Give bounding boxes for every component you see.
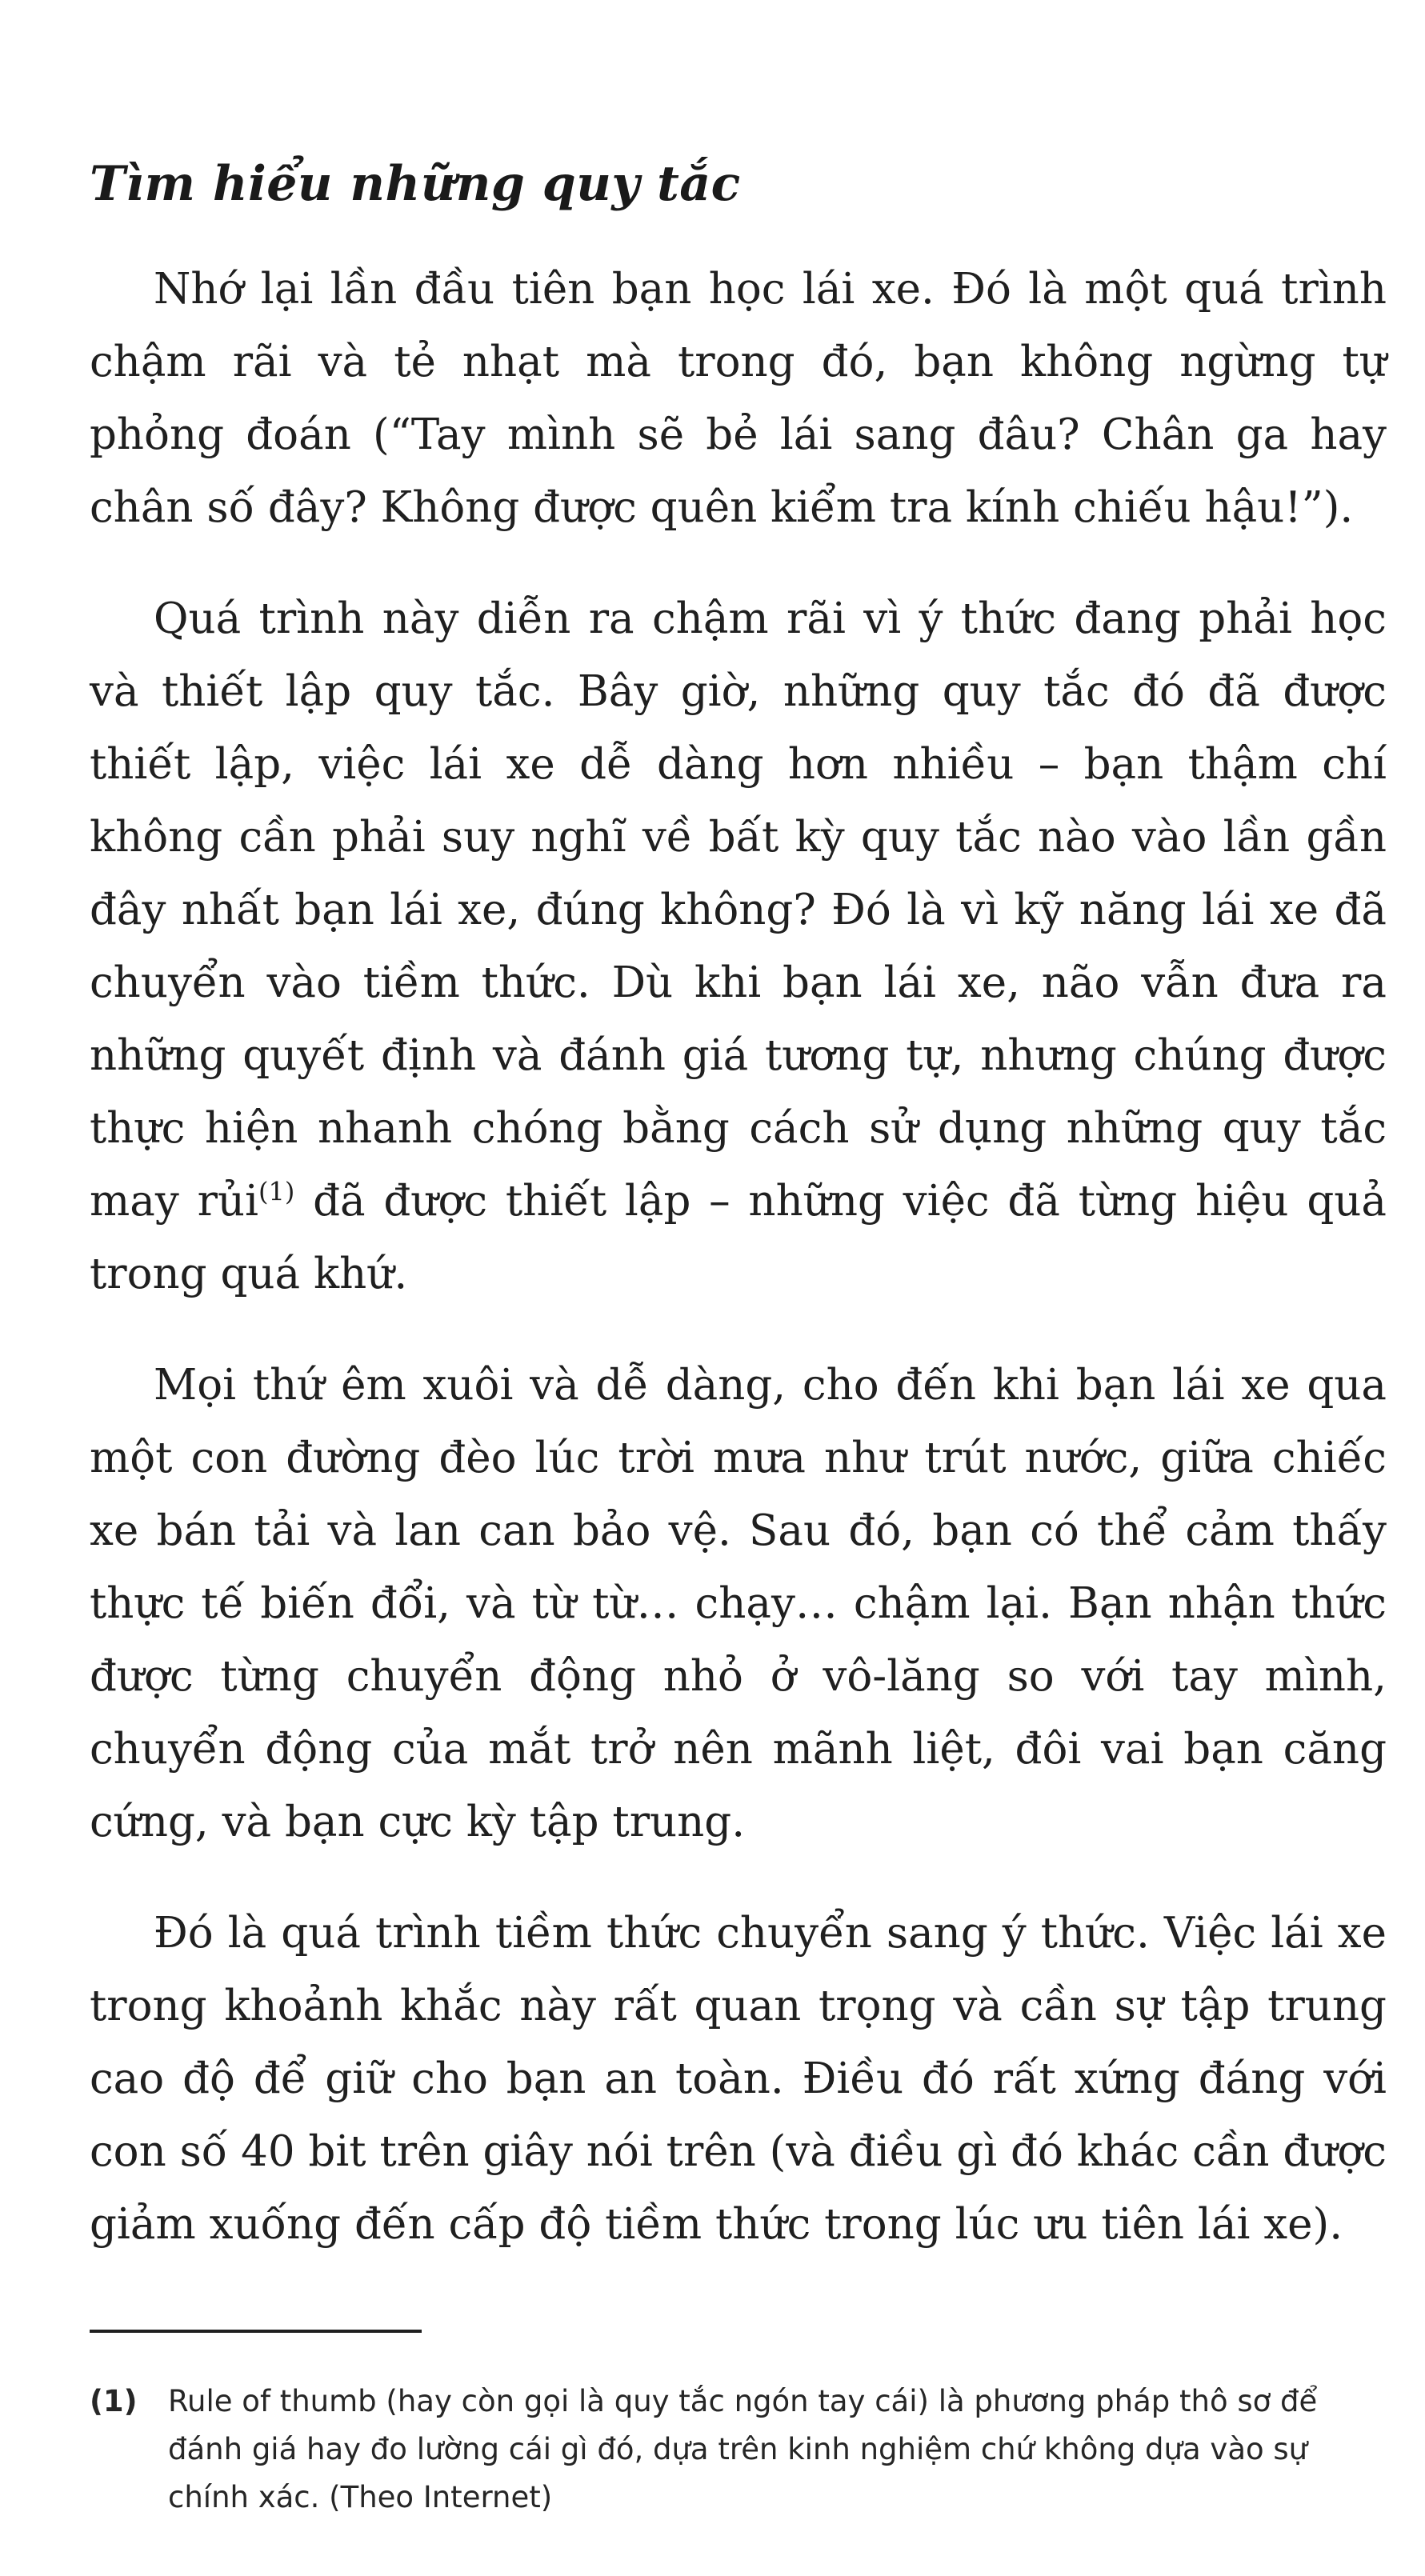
paragraph-4: Đó là quá trình tiềm thức chuyển sang ý thức. Việc lái xe trong khoảnh khắc này rất quan trọng và cần sự tập trung cao độ để giữ cho bạn an toàn. Điều đó rất xứng đáng với con số 40 bit trên giây nói trên (và điều gì đó khác cần được giảm xuống đến cấp độ tiềm thức trong lúc ưu tiên lái xe). [90, 1909, 1387, 2249]
paragraph-3: Mọi thứ êm xuôi và dễ dàng, cho đến khi bạn lái xe qua một con đường đèo lúc trời mưa như trút nước, giữa chiếc xe bán tải và lan can bảo vệ. Sau đó, bạn có thể cảm thấy thực tế biến đổi, và từ từ… chạy… chậm lại. Bạn nhận thức được từng chuyển động nhỏ ở vô-lăng so với tay mình, chuyển động của mắt trở nên mãnh liệt, đôi vai bạn căng cứng, và bạn cực kỳ tập trung. [90, 1361, 1387, 1846]
footnote-text: Rule of thumb (hay còn gọi là quy tắc ngón tay cái) là phương pháp thô sơ để đánh giá hay đo lường cái gì đó, dựa trên kinh nghiệm chứ không dựa vào sự chính xác. (Theo Internet) [168, 2384, 1318, 2514]
paragraph-2-text-before: Quá trình này diễn ra chậm rãi vì ý thức đang phải học và thiết lập quy tắc. Bây giờ, những quy tắc đó đã được thiết lập, việc lái xe dễ dàng hơn nhiều – bạn thậm chí không cần phải suy nghĩ về bất kỳ quy tắc nào vào lần gần đây nhất bạn lái xe, đúng không? Đó là vì kỹ năng lái xe đã chuyển vào tiềm thức. Dù khi bạn lái xe, não vẫn đưa ra những quyết định và đánh giá tương tự, nhưng chúng được thực hiện nhanh chóng bằng cách sử dụng những quy tắc may rủi [90, 594, 1387, 1226]
footnote-marker: (1) [90, 2384, 138, 2418]
section-heading: Tìm hiểu những quy tắc [90, 156, 741, 212]
paragraph-2-text-after: đã được thiết lập – những việc đã từng hiệu quả trong quá khứ. [90, 1177, 1387, 1298]
footnote-reference: (1) [258, 1176, 295, 1207]
paragraph-1: Nhớ lại lần đầu tiên bạn học lái xe. Đó là một quá trình chậm rãi và tẻ nhạt mà trong đó, bạn không ngừng tự phỏng đoán (“Tay mình sẽ bẻ lái sang đâu? Chân ga hay chân số đây? Không được quên kiểm tra kính chiếu hậu!”). [90, 265, 1387, 532]
paragraph-2 [90, 582, 1387, 1310]
footnote [90, 2378, 1387, 2522]
footnote-separator [90, 2330, 422, 2333]
